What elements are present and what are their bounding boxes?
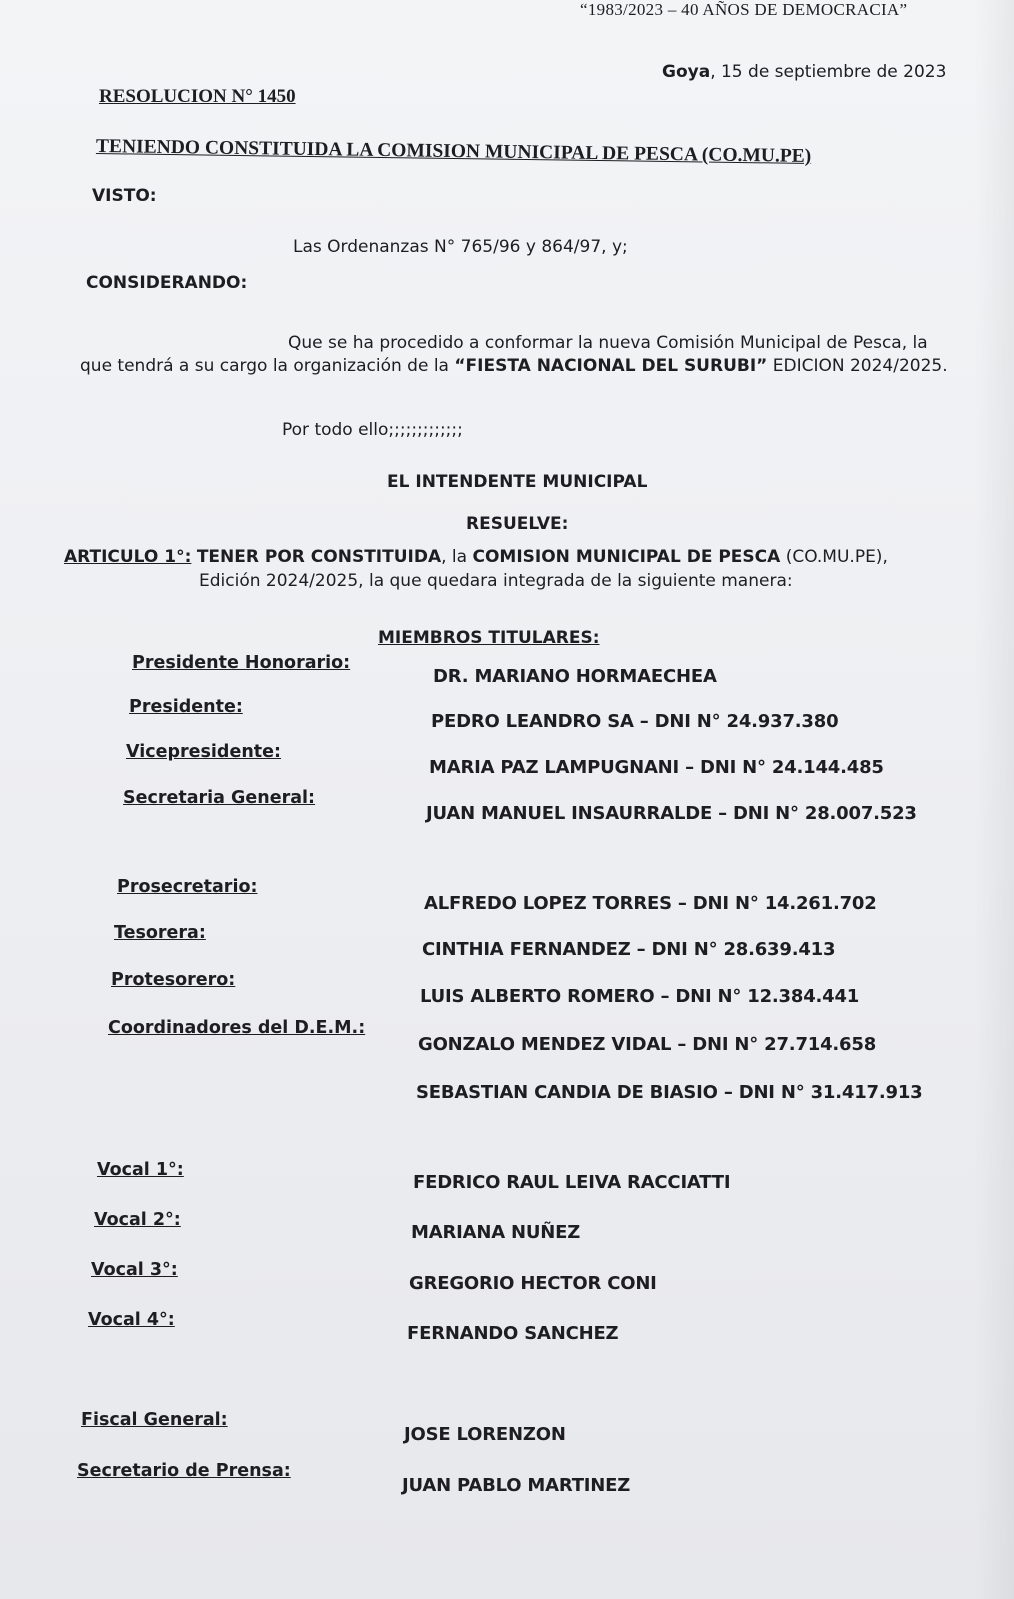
member-name: CINTHIA FERNANDEZ – DNI N° 28.639.413 xyxy=(422,939,836,960)
considerando-label: CONSIDERANDO: xyxy=(86,273,248,293)
date-city: Goya xyxy=(662,62,711,82)
member-name: SEBASTIAN CANDIA DE BIASIO – DNI N° 31.417.913 xyxy=(416,1082,923,1103)
member-role: Tesorera: xyxy=(114,923,206,943)
visto-text: Las Ordenanzas N° 765/96 y 864/97, y; xyxy=(293,237,628,257)
page-shadow xyxy=(974,0,1014,1599)
visto-label: VISTO: xyxy=(92,186,157,206)
member-role: Secretario de Prensa: xyxy=(77,1461,291,1481)
member-role: Vicepresidente: xyxy=(126,742,282,762)
member-name: GONZALO MENDEZ VIDAL – DNI N° 27.714.658 xyxy=(418,1034,877,1055)
article-text-1: , la xyxy=(441,547,473,567)
considerando-text-start: Que se ha procedido a conformar la nueva Comisión Municipal de Pesca, la que tendrá a su cargo la organización de la xyxy=(80,333,928,376)
article-text-3: Edición 2024/2025, la que quedara integrada de la siguiente manera: xyxy=(199,571,793,591)
member-role: Fiscal General: xyxy=(81,1410,228,1430)
member-role: Vocal 1°: xyxy=(97,1160,184,1180)
resuelve-heading: RESUELVE: xyxy=(466,514,569,534)
article-1 xyxy=(64,545,964,593)
member-name: FEDRICO RAUL LEIVA RACCIATTI xyxy=(413,1172,731,1193)
header-motto: “1983/2023 – 40 AÑOS DE DEMOCRACIA” xyxy=(580,0,908,19)
member-name: MARIA PAZ LAMPUGNANI – DNI N° 24.144.485 xyxy=(429,757,884,778)
member-name: LUIS ALBERTO ROMERO – DNI N° 12.384.441 xyxy=(420,986,860,1007)
por-todo-ello: Por todo ello;;;;;;;;;;;;; xyxy=(282,420,463,440)
member-role: Presidente: xyxy=(129,697,243,717)
member-role: Vocal 4°: xyxy=(88,1310,175,1330)
member-name: JUAN PABLO MARTINEZ xyxy=(402,1475,631,1496)
fiesta-name: “FIESTA NACIONAL DEL SURUBI” xyxy=(454,356,768,376)
document-date xyxy=(662,62,946,82)
member-name: JUAN MANUEL INSAURRALDE – DNI N° 28.007.523 xyxy=(426,803,917,824)
member-role: Protesorero: xyxy=(111,970,236,990)
member-role: Vocal 3°: xyxy=(91,1260,178,1280)
member-role: Vocal 2°: xyxy=(94,1210,181,1230)
member-role: Coordinadores del D.E.M.: xyxy=(108,1018,366,1038)
considerando-paragraph xyxy=(80,332,960,378)
member-name: ALFREDO LOPEZ TORRES – DNI N° 14.261.702 xyxy=(424,893,877,914)
date-text: , 15 de septiembre de 2023 xyxy=(710,62,947,82)
member-name: JOSE LORENZON xyxy=(404,1424,566,1445)
article-bold-2: COMISION MUNICIPAL DE PESCA xyxy=(472,547,781,567)
intendente-heading: EL INTENDENTE MUNICIPAL xyxy=(387,472,648,492)
member-name: DR. MARIANO HORMAECHEA xyxy=(433,666,717,687)
member-name: GREGORIO HECTOR CONI xyxy=(409,1273,657,1294)
resolution-title: TENIENDO CONSTITUIDA LA COMISION MUNICIPAL DE PESCA (CO.MU.PE) xyxy=(95,136,812,167)
resolution-number: RESOLUCION N° 1450 xyxy=(99,86,296,107)
member-role: Secretaria General: xyxy=(123,788,316,808)
considerando-text-end: EDICION 2024/2025. xyxy=(767,356,948,376)
article-label: ARTICULO 1°: xyxy=(64,547,192,567)
article-text-2: (CO.MU.PE), xyxy=(780,547,888,567)
member-role: Presidente Honorario: xyxy=(132,653,351,673)
article-bold-1: TENER POR CONSTITUIDA xyxy=(196,547,442,567)
member-name: FERNANDO SANCHEZ xyxy=(407,1323,619,1344)
member-name: MARIANA NUÑEZ xyxy=(411,1222,581,1243)
member-name: PEDRO LEANDRO SA – DNI N° 24.937.380 xyxy=(431,711,839,732)
members-title: MIEMBROS TITULARES: xyxy=(378,628,600,648)
member-role: Prosecretario: xyxy=(117,877,258,897)
